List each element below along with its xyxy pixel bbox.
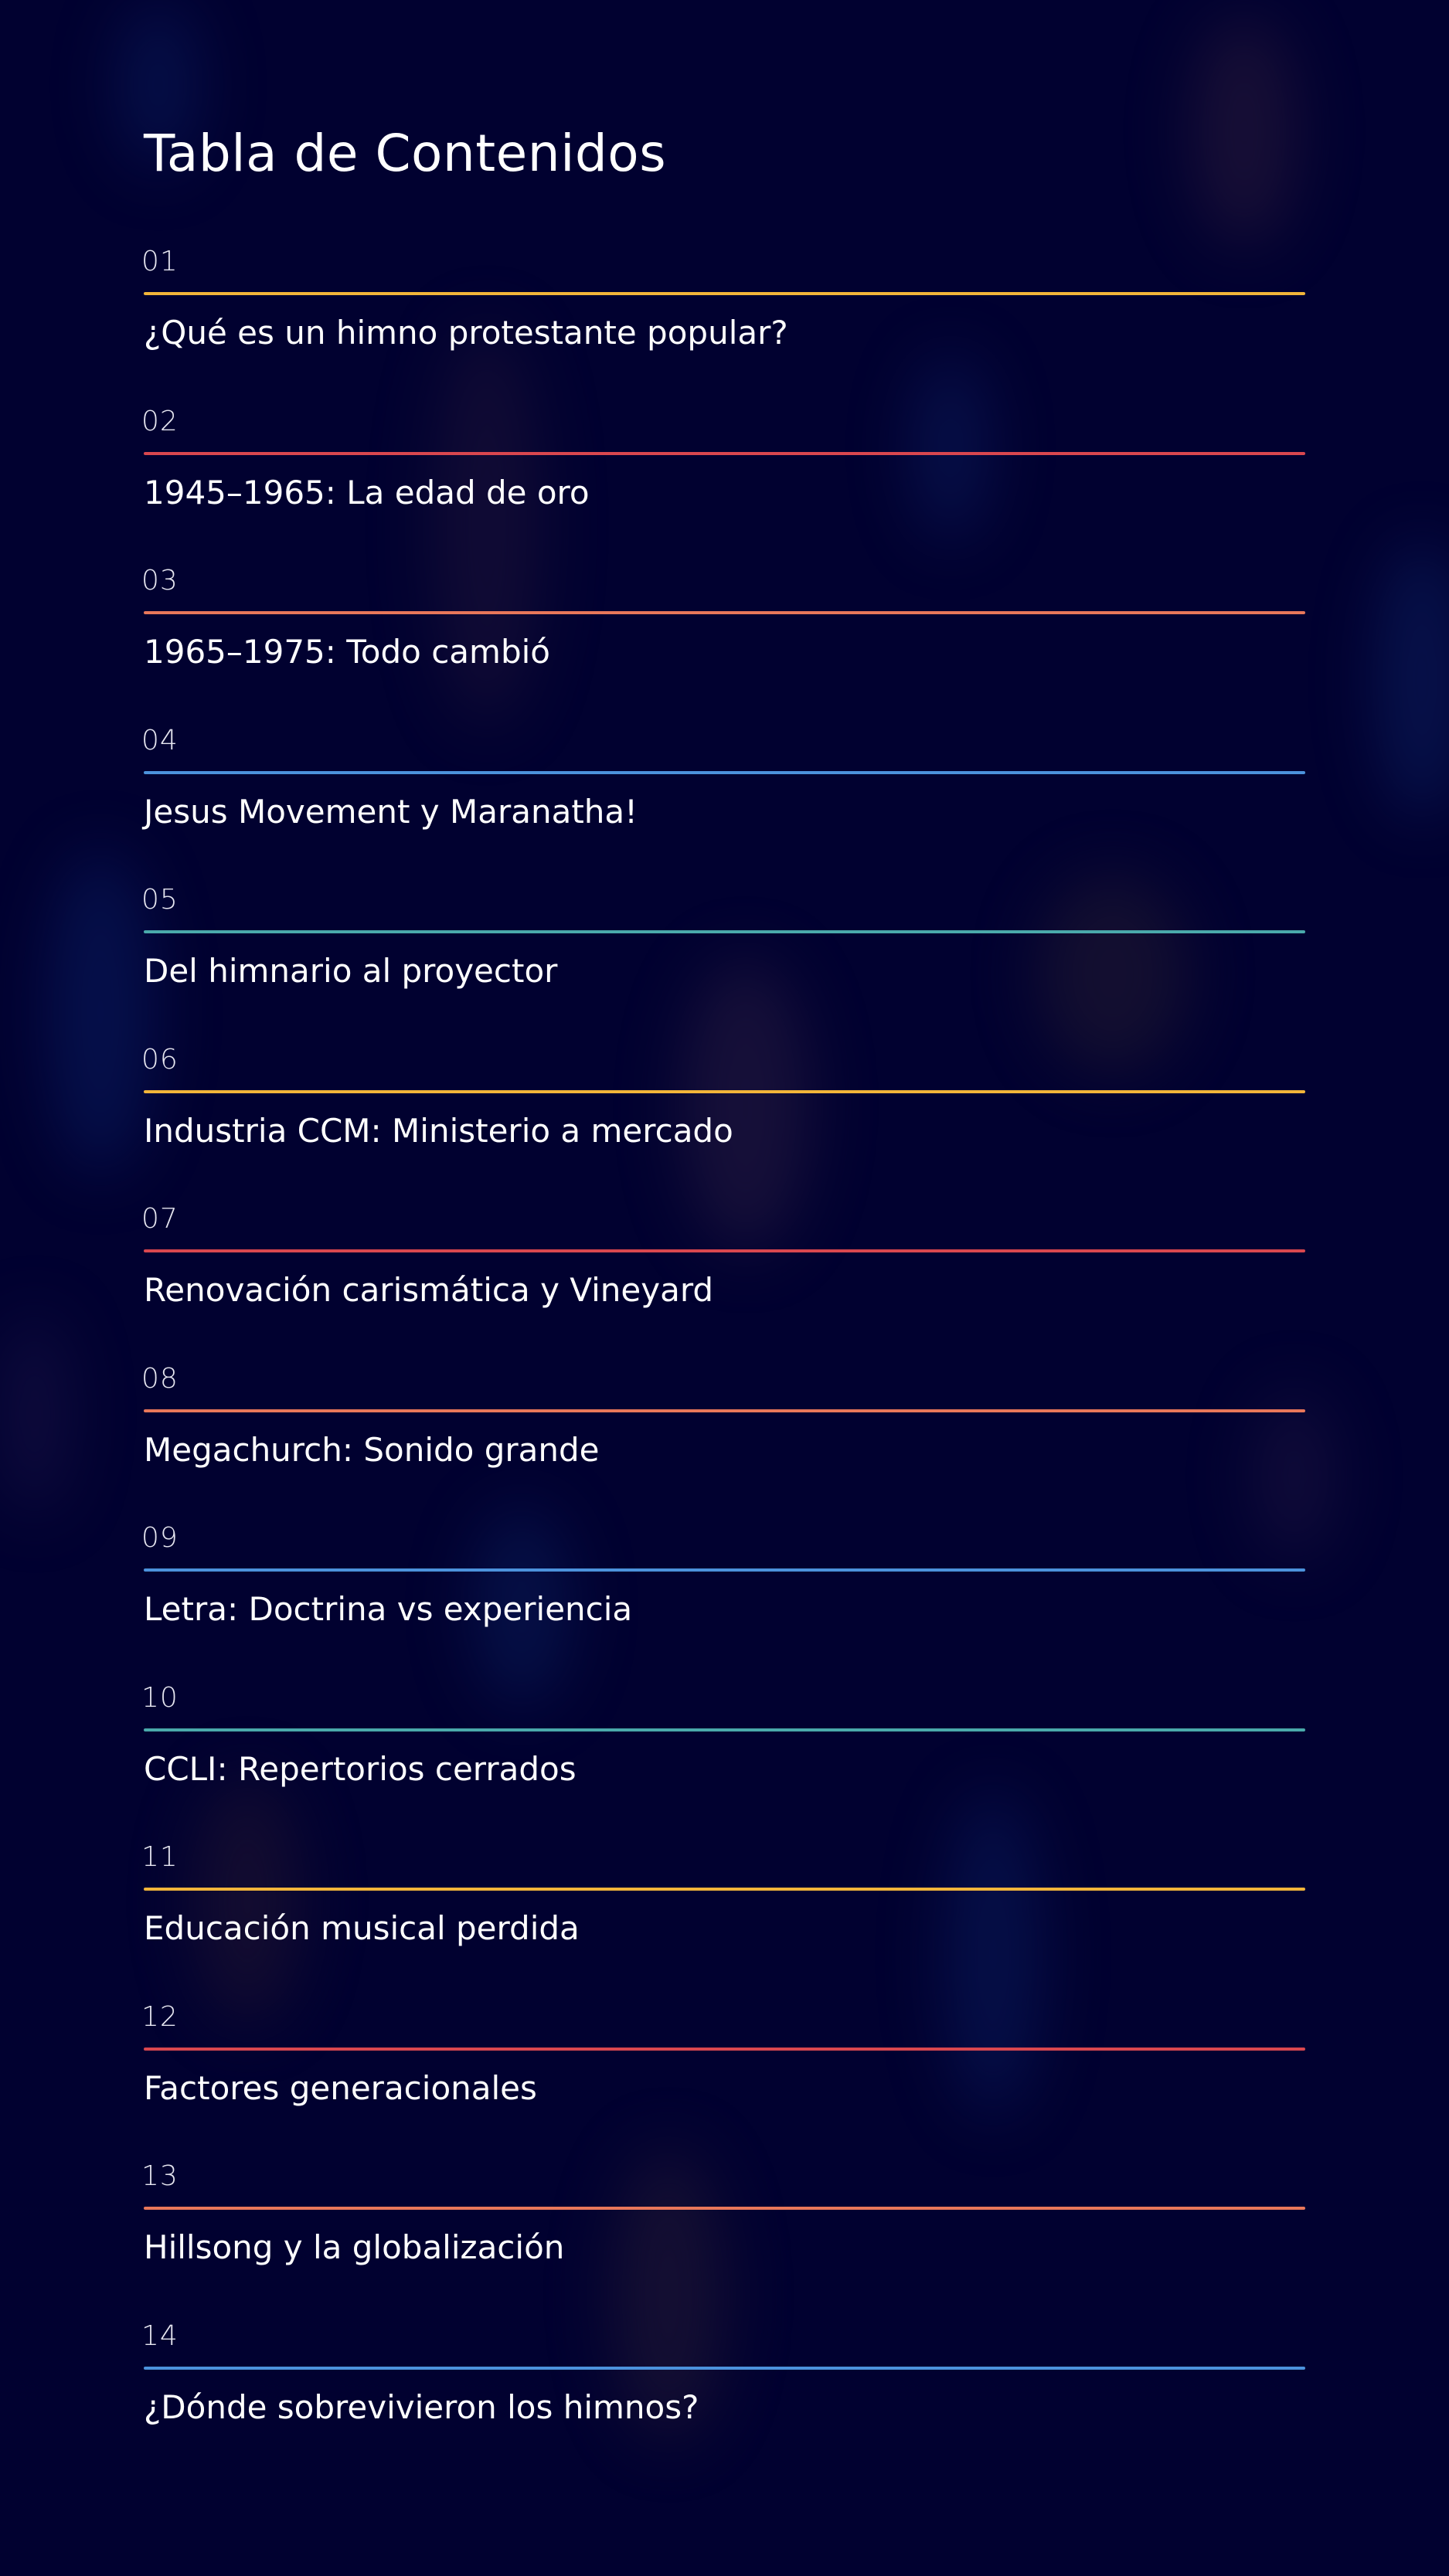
toc-entry-label: 1965–1975: Todo cambió [144,633,550,671]
toc-entry-divider [144,1249,1305,1252]
toc-entry-divider [144,611,1305,614]
toc-entry-divider [144,1090,1305,1093]
toc-entry-label: 1945–1965: La edad de oro [144,473,590,511]
toc-entry-number: 03 [141,565,179,596]
toc-entry-divider [144,1888,1305,1891]
toc-entry-divider [144,771,1305,774]
toc-entry-number: 09 [141,1522,179,1554]
toc-entry-number: 07 [141,1203,179,1235]
toc-entry-divider [144,292,1305,295]
toc-entry-number: 01 [141,246,179,277]
toc-entry-divider [144,2367,1305,2370]
toc-entry[interactable] [141,246,1305,406]
toc-entry-number: 08 [141,1362,179,1395]
toc-entry-label: Del himnario al proyector [144,952,558,990]
toc-entry-divider [144,2207,1305,2210]
toc-entry-label: Letra: Doctrina vs experiencia [144,1590,633,1628]
toc-entry[interactable] [141,1203,1305,1363]
toc-list [141,246,1305,2479]
toc-entry-label: ¿Qué es un himno protestante popular? [144,314,788,352]
toc-entry-number: 02 [141,405,179,437]
toc-entry-divider [144,930,1305,933]
toc-entry-label: Factores generacionales [144,2068,537,2107]
toc-entry-divider [144,1728,1305,1731]
toc-entry-divider [144,1568,1305,1572]
toc-entry-number: 13 [141,2160,179,2192]
toc-entry-divider [144,2048,1305,2051]
toc-entry-label: Jesus Movement y Maranatha! [144,792,638,831]
toc-entry-number: 05 [141,884,179,916]
toc-entry[interactable] [141,2160,1305,2320]
page-title: Tabla de Contenidos [144,124,667,183]
toc-entry[interactable] [141,2000,1305,2161]
toc-entry-label: ¿Dónde sobrevivieron los himnos? [144,2387,699,2426]
toc-entry[interactable] [141,1362,1305,1523]
toc-entry[interactable] [141,1681,1305,1842]
toc-entry-label: Megachurch: Sonido grande [144,1430,600,1469]
toc-entry[interactable] [141,1043,1305,1204]
toc-entry-number: 04 [141,724,179,756]
toc-entry-number: 14 [141,2319,179,2352]
toc-entry-number: 11 [141,1841,179,1873]
toc-entry-label: Renovación carismática y Vineyard [144,1271,714,1309]
toc-entry-label: Hillsong y la globalización [144,2228,565,2266]
toc-entry-label: Educación musical perdida [144,1909,580,1947]
toc-entry-divider [144,452,1305,455]
toc-entry-divider [144,1409,1305,1412]
toc-entry[interactable] [141,1841,1305,2001]
toc-entry[interactable] [141,405,1305,566]
toc-entry[interactable] [141,565,1305,725]
toc-entry[interactable] [141,724,1305,885]
toc-entry[interactable] [141,884,1305,1044]
toc-entry[interactable] [141,2319,1305,2480]
toc-entry-number: 10 [141,1681,179,1714]
toc-entry-label: Industria CCM: Ministerio a mercado [144,1111,733,1150]
toc-entry-label: CCLI: Repertorios cerrados [144,1749,577,1788]
toc-entry-number: 06 [141,1043,179,1076]
toc-entry[interactable] [141,1522,1305,1682]
toc-entry-number: 12 [141,2000,179,2033]
